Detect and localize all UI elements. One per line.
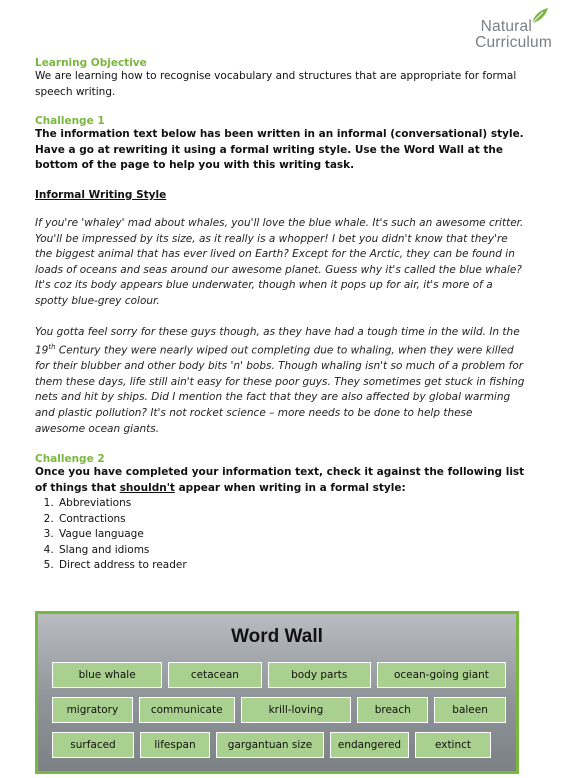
learning-objective-heading: Learning Objective bbox=[35, 57, 147, 69]
word-wall bbox=[35, 611, 519, 774]
logo-line1: Natural bbox=[480, 18, 532, 35]
word-tile: ocean-going giant bbox=[377, 662, 506, 688]
word-tile: krill-loving bbox=[241, 697, 352, 723]
formal-checklist bbox=[35, 496, 525, 573]
challenge2-text-a: Once you have completed your information text, check it against the following list of things that bbox=[35, 466, 525, 494]
informal-paragraph-1: If you're 'whaley' mad about whales, you'll love the blue whale. It's such an awesome critter. You'll be impressed by its size, as it really is a whopper! I bet you didn't know that they're the biggest animal that has ever lived on Earth? Except for the Arctic, they can be found in loads of oceans and seas around our awesome planet. Guess why it's called the blue whale? It's coz its body appears blue underwater, though when it pops up for air, it's more of a spotty blue-grey colour. bbox=[35, 216, 524, 307]
list-item: 2. Contractions bbox=[57, 512, 525, 527]
word-wall-row-3 bbox=[52, 732, 506, 758]
challenge1-text: The information text below has been written in an informal (conversational) style. Have a go at rewriting it using a formal writing style. Use the Word Wall at the bottom of the page to help you with this writing task. bbox=[35, 128, 524, 172]
list-item: 5. Direct address to reader bbox=[57, 558, 525, 573]
word-wall-row-2 bbox=[52, 697, 506, 723]
challenge2-text-underlined: shouldn't bbox=[119, 481, 175, 494]
challenge2-heading: Challenge 2 bbox=[35, 453, 105, 466]
challenge2-text-b: appear when writing in a formal style: bbox=[174, 481, 406, 494]
learning-objective-text: We are learning how to recognise vocabulary and structures that are appropriate for formal speech writing. bbox=[35, 70, 517, 98]
word-tile: body parts bbox=[268, 662, 371, 688]
word-tile: surfaced bbox=[52, 732, 134, 758]
p2-part-b: Century they were nearly wiped out completing due to whaling, when they were killed for their blubber and other body bits 'n' bobs. Though whaling isn't so much of a problem for them these days, life still ain't easy for these poor guys. They sometimes get stuck in fishing nets and hit by ships. Did I mention the fact that they are also affected by global warming and plastic pollution? It's not rocket science – more needs to be done to help these awesome ocean giants. bbox=[35, 344, 525, 435]
informal-heading: Informal Writing Style bbox=[35, 188, 167, 201]
list-item: 3. Vague language bbox=[57, 527, 525, 542]
word-tile: migratory bbox=[52, 697, 133, 723]
word-tile: endangered bbox=[330, 732, 409, 758]
natural-curriculum-logo bbox=[456, 6, 552, 52]
p2-superscript: th bbox=[48, 343, 56, 352]
word-tile: blue whale bbox=[52, 662, 162, 688]
word-tile: extinct bbox=[415, 732, 491, 758]
list-item: 1. Abbreviations bbox=[57, 496, 525, 511]
word-tile: communicate bbox=[139, 697, 235, 723]
word-wall-title: Word Wall bbox=[231, 626, 323, 647]
word-wall-row-1 bbox=[52, 662, 506, 688]
word-tile: baleen bbox=[434, 697, 506, 723]
informal-paragraph-2 bbox=[35, 325, 525, 438]
list-item: 4. Slang and idioms bbox=[57, 543, 525, 558]
p2-part-a: You gotta feel sorry for these guys though, as they have had a tough time in the wild. In the 19 bbox=[35, 325, 520, 357]
challenge1-heading: Challenge 1 bbox=[35, 115, 105, 128]
word-tile: cetacean bbox=[168, 662, 261, 688]
challenge2-text bbox=[35, 465, 525, 496]
logo-line2: Curriculum bbox=[475, 34, 552, 51]
worksheet-content bbox=[35, 57, 525, 573]
word-tile: lifespan bbox=[140, 732, 210, 758]
word-tile: gargantuan size bbox=[216, 732, 324, 758]
word-tile: breach bbox=[357, 697, 428, 723]
